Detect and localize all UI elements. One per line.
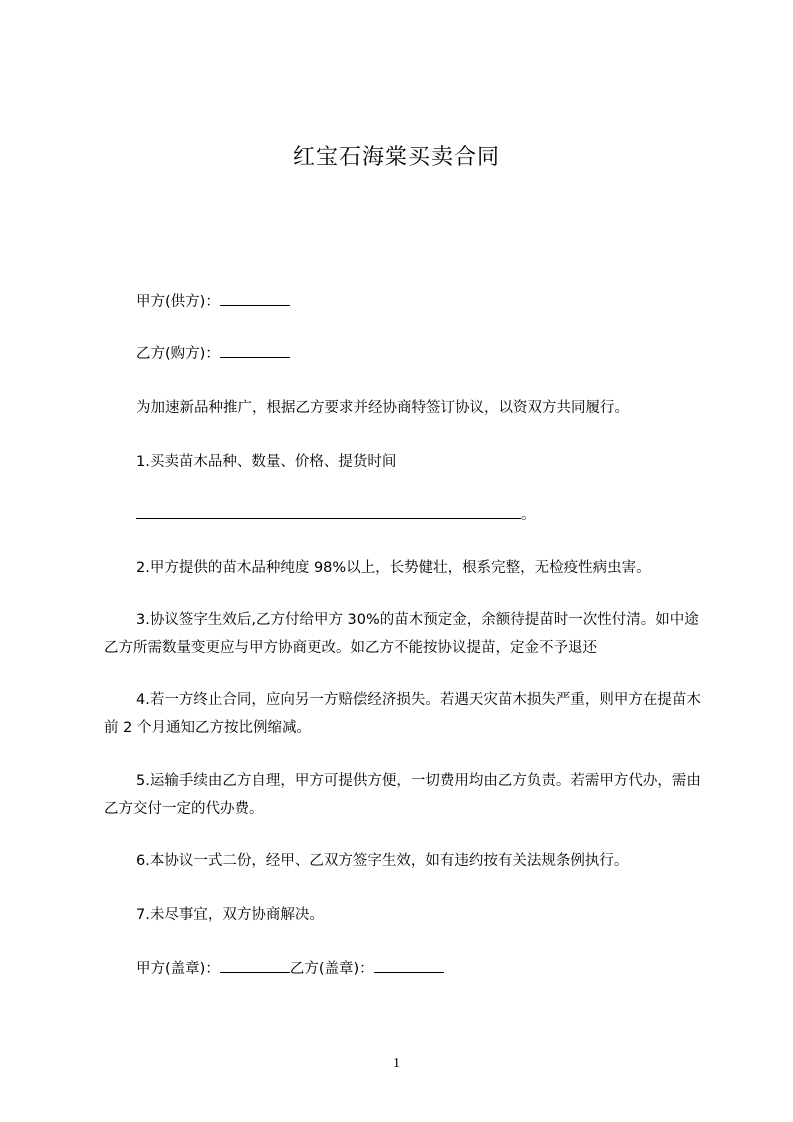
- document-title: 红宝石海棠买卖合同: [292, 145, 500, 170]
- clause-1: 1.买卖苗木品种、数量、价格、提货时间: [136, 454, 397, 470]
- clause-4: 4.若一方终止合同，应向另一方赔偿经济损失。若遇天灾苗木损失严重，则甲方在提苗木前 2 个月通知乙方按比例缩减。: [104, 692, 701, 736]
- party-a-line: [136, 291, 736, 313]
- clause-3: 3.协议签字生效后,乙方付给甲方 30%的苗木预定金，余额待提苗时一次性付清。如中途乙方所需数量变更应与甲方协商更改。如乙方不能按协议提苗，定金不予退还: [104, 612, 699, 656]
- clause-1-fill-line: [136, 504, 736, 526]
- party-b-label: 乙方(购方)：: [136, 346, 220, 362]
- clause-1-end: 。: [521, 507, 536, 523]
- intro-paragraph: 为加速新品种推广，根据乙方要求并经协商特签订协议，以资双方共同履行。: [136, 400, 629, 416]
- party-a-blank: [220, 291, 290, 306]
- signature-party-b-blank: [374, 958, 444, 973]
- page-number: 1: [393, 1056, 400, 1071]
- signature-line: [136, 958, 736, 980]
- clause-6: 6.本协议一式二份，经甲、乙双方签字生效，如有违约按有关法规条例执行。: [136, 853, 629, 869]
- clause-7: 7.未尽事宜，双方协商解决。: [136, 907, 324, 923]
- signature-party-a-label: 甲方(盖章)：: [136, 961, 220, 977]
- party-b-line: [136, 343, 736, 365]
- party-a-label: 甲方(供方)：: [136, 294, 220, 310]
- clause-1-blank: [136, 504, 521, 519]
- clause-5: 5.运输手续由乙方自理，甲方可提供方便，一切费用均由乙方负责。若需甲方代办，需由乙方交付一定的代办费。: [104, 773, 701, 817]
- signature-party-b-label: 乙方(盖章)：: [289, 961, 374, 977]
- clause-2: 2.甲方提供的苗木品种纯度 98%以上，长势健壮，根系完整，无检疫性病虫害。: [136, 560, 651, 576]
- signature-party-a-blank: [220, 958, 290, 973]
- party-b-blank: [220, 343, 290, 358]
